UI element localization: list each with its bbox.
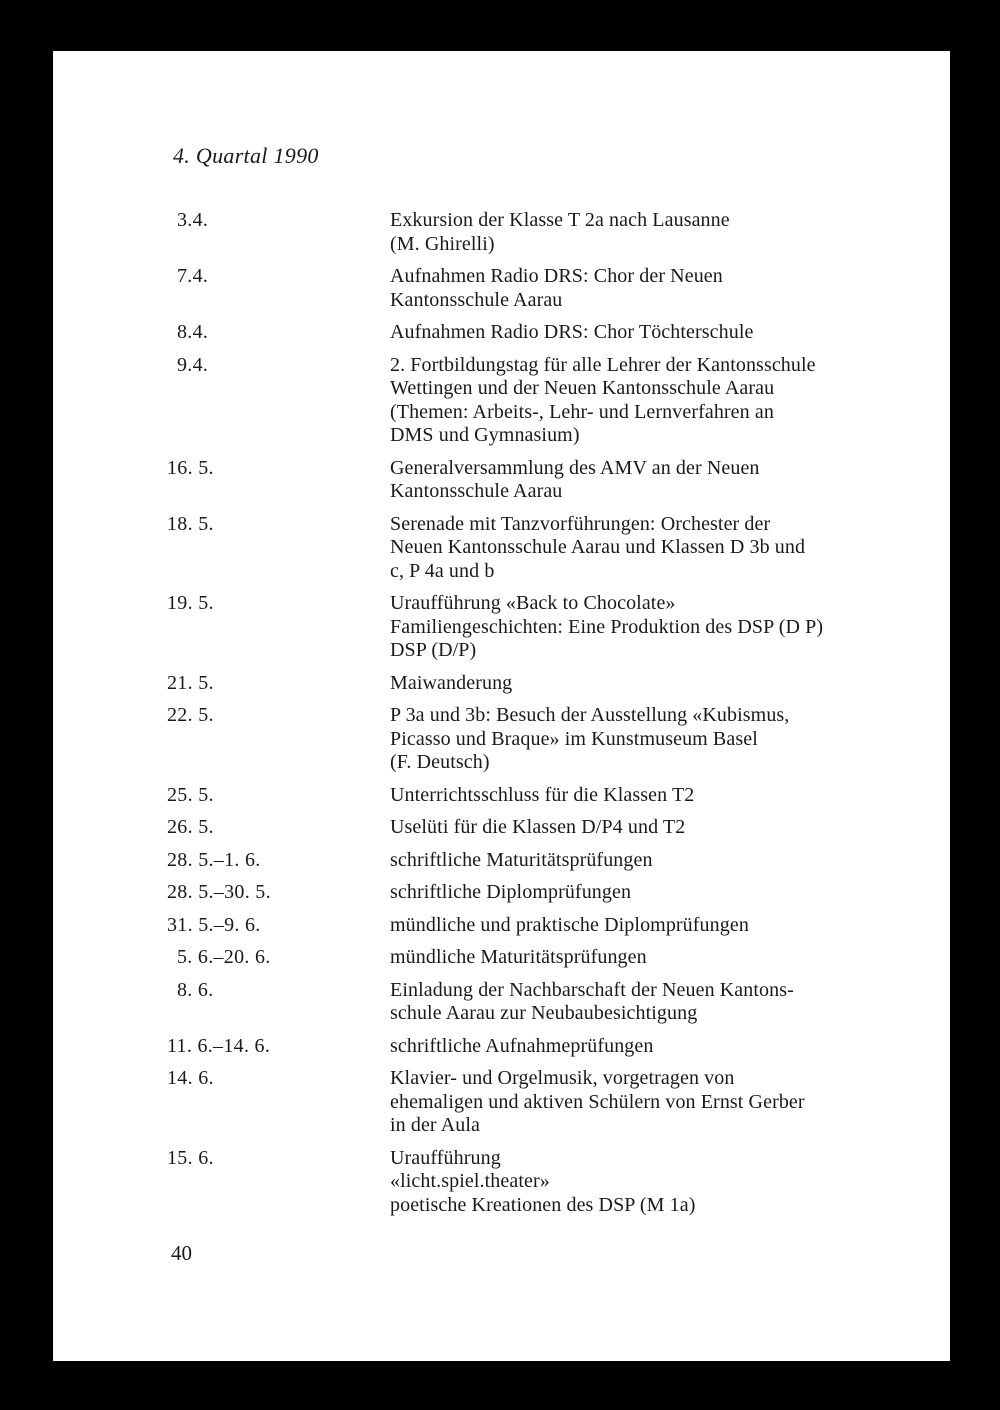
event-entry <box>53 1035 950 1059</box>
description-line: Generalversammlung des AMV an der Neuen <box>390 456 760 479</box>
event-date: 11. 6.–14. 6. <box>167 1034 271 1057</box>
description-line: (M. Ghirelli) <box>390 232 495 255</box>
event-entry <box>53 849 950 873</box>
description-line: (F. Deutsch) <box>390 751 490 773</box>
event-entry <box>53 592 950 663</box>
description-line: Unterrichtsschluss für die Klassen T2 <box>390 783 695 806</box>
description-line: Aufnahmen Radio DRS: Chor der Neuen <box>390 265 723 287</box>
event-date: 19. 5. <box>167 592 214 614</box>
event-date: 21. 5. <box>167 671 214 694</box>
event-date: 3.4. <box>177 209 209 231</box>
description-line: Aufnahmen Radio DRS: Chor Töchterschule <box>390 321 754 343</box>
event-entry <box>53 321 950 345</box>
event-date: 16. 5. <box>167 456 214 479</box>
description-line: P 3a und 3b: Besuch der Ausstellung «Kubismus, <box>390 704 790 726</box>
event-date: 18. 5. <box>167 512 214 535</box>
event-entry <box>53 209 950 256</box>
description-line: Kantonsschule Aarau <box>390 480 563 502</box>
event-date: 14. 6. <box>167 1067 214 1089</box>
event-description <box>390 946 890 970</box>
event-date: 31. 5.–9. 6. <box>167 913 261 936</box>
event-entry <box>53 704 950 775</box>
event-description <box>390 881 890 905</box>
event-description <box>390 321 890 345</box>
event-date: 9.4. <box>177 353 209 376</box>
event-description <box>390 513 890 584</box>
event-date: 25. 5. <box>167 783 214 806</box>
event-entry <box>53 1067 950 1138</box>
description-line: «licht.spiel.theater» <box>390 1170 550 1192</box>
event-date: 8. 6. <box>177 978 214 1001</box>
description-line: Wettingen und der Neuen Kantonsschule Aarau <box>390 377 775 399</box>
event-date: 22. 5. <box>167 704 214 726</box>
event-date: 7.4. <box>177 265 209 287</box>
event-description <box>390 1067 890 1138</box>
description-line: 2. Fortbildungstag für alle Lehrer der Kantonsschule <box>390 353 816 376</box>
event-entry <box>53 881 950 905</box>
page-header: 4. Quartal 1990 <box>173 143 319 168</box>
event-entry <box>53 265 950 312</box>
description-line: schriftliche Aufnahmeprüfungen <box>390 1034 654 1057</box>
description-line: schriftliche Diplomprüfungen <box>390 881 632 903</box>
event-description <box>390 914 890 938</box>
description-line: Familiengeschichten: Eine Produktion des DSP (D P) <box>390 615 824 638</box>
event-description <box>390 457 890 504</box>
event-description <box>390 784 890 808</box>
event-description <box>390 1147 890 1218</box>
event-description <box>390 672 890 696</box>
event-entry <box>53 914 950 938</box>
description-line: (Themen: Arbeits-, Lehr- und Lernverfahren an <box>390 400 774 423</box>
event-description <box>390 354 890 448</box>
description-line: Picasso und Braque» im Kunstmuseum Basel <box>390 727 758 750</box>
description-line: Einladung der Nachbarschaft der Neuen Kantons- <box>390 978 794 1001</box>
event-description <box>390 849 890 873</box>
event-date: 28. 5.–30. 5. <box>167 881 271 903</box>
description-line: Klavier- und Orgelmusik, vorgetragen von <box>390 1067 735 1089</box>
event-date: 5. 6.–20. 6. <box>177 946 271 968</box>
event-description <box>390 592 890 663</box>
event-date: 28. 5.–1. 6. <box>167 848 261 871</box>
event-description <box>390 1035 890 1059</box>
event-list <box>53 209 950 1226</box>
description-line: mündliche Maturitätsprüfungen <box>390 946 647 968</box>
event-entry <box>53 513 950 584</box>
description-line: DMS und Gymnasium) <box>390 424 580 446</box>
event-entry <box>53 946 950 970</box>
description-line: schriftliche Maturitätsprüfungen <box>390 848 653 871</box>
event-entry <box>53 979 950 1026</box>
event-date: 8.4. <box>177 321 209 343</box>
event-entry <box>53 672 950 696</box>
description-line: Uraufführung <box>390 1146 501 1169</box>
event-description <box>390 816 890 840</box>
event-description <box>390 209 890 256</box>
description-line: in der Aula <box>390 1114 480 1136</box>
event-description <box>390 704 890 775</box>
description-line: Kantonsschule Aarau <box>390 288 563 311</box>
event-entry <box>53 1147 950 1218</box>
event-entry <box>53 784 950 808</box>
description-line: mündliche und praktische Diplomprüfungen <box>390 913 749 936</box>
description-line: Maiwanderung <box>390 671 513 694</box>
description-line: Serenade mit Tanzvorführungen: Orchester der <box>390 512 771 535</box>
description-line: Uraufführung «Back to Chocolate» <box>390 592 676 614</box>
event-description <box>390 265 890 312</box>
document-page <box>53 51 950 1361</box>
page-number: 40 <box>171 1241 192 1265</box>
event-entry <box>53 816 950 840</box>
event-description <box>390 979 890 1026</box>
event-date: 15. 6. <box>167 1146 214 1169</box>
description-line: schule Aarau zur Neubaubesichtigung <box>390 1002 698 1024</box>
description-line: Uselüti für die Klassen D/P4 und T2 <box>390 816 686 838</box>
event-entry <box>53 354 950 448</box>
description-line: DSP (D/P) <box>390 639 477 661</box>
description-line: ehemaligen und aktiven Schülern von Ernst Gerber <box>390 1090 805 1113</box>
description-line: c, P 4a und b <box>390 559 495 582</box>
description-line: Exkursion der Klasse T 2a nach Lausanne <box>390 209 730 231</box>
description-line: Neuen Kantonsschule Aarau und Klassen D 3b und <box>390 536 806 558</box>
event-date: 26. 5. <box>167 816 214 838</box>
event-entry <box>53 457 950 504</box>
description-line: poetische Kreationen des DSP (M 1a) <box>390 1193 696 1216</box>
